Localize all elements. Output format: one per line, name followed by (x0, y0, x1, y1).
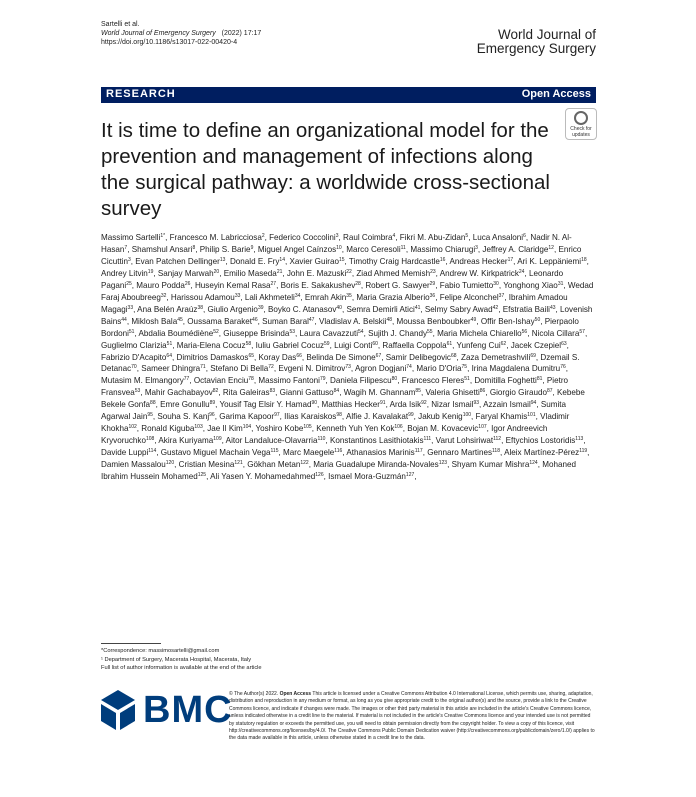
bmc-logo-text: BMC (143, 689, 233, 731)
author-name: Wedad Faraj Aboubreeg$^{32}$ (101, 280, 594, 302)
author-affiliation-ref: 89 (209, 400, 216, 407)
author-name: Davide Luppi$^{114}$ (101, 448, 157, 458)
author-name: Ilias Karaiskos$^{98}$ (284, 412, 342, 422)
author-name: Fabio Tumietto$^{30}$ (439, 280, 499, 290)
author-affiliation-ref: 61 (446, 340, 453, 347)
author-name: Iuliu Gabriel Cocuz$^{59}$ (255, 340, 330, 350)
running-header (101, 20, 261, 47)
author-affiliation-ref: 12 (548, 244, 554, 251)
author-name: Konstantinos Lasithiotakis$^{111}$ (329, 436, 432, 446)
author-name: Daniela Filipescu$^{80}$ (330, 376, 398, 386)
author-name: Fikri M. Abu-Zidan$^5$ (399, 233, 469, 242)
author-affiliation-ref: 49 (470, 316, 477, 323)
author-affiliation-ref: 121 (234, 460, 243, 467)
author-name: Lovenish Bains$^{44}$ (101, 304, 593, 326)
correspondence-note: *Correspondence: massimosartelli@gmail.com (101, 648, 220, 654)
author-name: Kenneth Yuh Yen Kok$^{106}$ (316, 424, 403, 434)
author-name: Enrico Cicuttin$^3$ (101, 244, 582, 266)
author-affiliation-ref: 27 (270, 280, 277, 287)
check-for-updates-badge[interactable] (565, 108, 597, 140)
author-affiliation-ref: 20 (213, 268, 220, 275)
author-affiliation-ref: 40 (336, 304, 342, 311)
check-updates-line2: updates (572, 132, 590, 138)
author-affiliation-ref: 71 (200, 364, 206, 371)
author-name: Andrey Litvin$^{19}$ (101, 268, 154, 278)
author-name: Valeria Ghisetti$^{86}$ (425, 388, 486, 398)
author-affiliation-ref: 37 (498, 292, 505, 299)
author-affiliation-ref: 60 (372, 340, 378, 347)
author-affiliation-ref: 18 (581, 256, 587, 263)
author-name: Irina Magdalena Dumitru$^{76}$ (471, 364, 566, 374)
journal-name-line1: World Journal of (497, 27, 596, 42)
license-statement (229, 691, 597, 743)
author-name: Samir Delibegovic$^{68}$ (385, 352, 457, 362)
author-name: Dzemail S. Detanac$^{70}$ (101, 352, 580, 374)
author-name: Massimo Fantoni$^{79}$ (258, 376, 326, 386)
author-name: Sumita Agarwal Jain$^{95}$ (101, 400, 567, 422)
header-authors: Sartelli et al. (101, 21, 140, 28)
author-affiliation-ref: 83 (269, 388, 276, 395)
author-affiliation-ref: 1* (160, 233, 166, 239)
author-affiliation-ref: 24 (518, 268, 525, 275)
author-affiliation-ref: 16 (439, 256, 446, 263)
author-name: Shamshul Ansari$^8$ (131, 244, 196, 254)
author-affiliation-ref: 54 (358, 328, 364, 335)
author-affiliation-ref: 106 (394, 424, 403, 431)
author-name: Fabrizio D'Acapito$^{64}$ (101, 352, 172, 362)
author-name: Felipe Alconchel$^{37}$ (439, 292, 505, 302)
author-affiliation-ref: 14 (279, 256, 285, 263)
author-affiliation-ref: 29 (429, 280, 436, 287)
author-affiliation-ref: 30 (493, 280, 499, 287)
author-name: Yoshiro Kobe$^{105}$ (255, 424, 312, 434)
author-affiliation-ref: 5 (465, 233, 469, 239)
author-name: Marco Ceresoli$^{11}$ (346, 244, 406, 254)
author-affiliation-ref: 46 (252, 316, 258, 323)
author-name: Vladislav A. Belskii$^{48}$ (318, 316, 393, 326)
author-affiliation-ref: 80 (391, 376, 398, 383)
author-name: Ziad Ahmed Memish$^{23}$ (356, 268, 436, 278)
author-name: Moussa Benboubker$^{49}$ (396, 316, 477, 326)
author-name: Marc Maegele$^{116}$ (283, 448, 343, 458)
author-affiliation-ref: 115 (270, 448, 279, 455)
author-affiliation-ref: 13 (219, 256, 226, 263)
author-name: Yunfeng Cui$^{62}$ (456, 340, 507, 350)
author-affiliation-ref: 65 (248, 352, 255, 359)
author-affiliation-ref: 126 (315, 472, 324, 479)
author-name: Donald E. Fry$^{14}$ (229, 256, 285, 266)
author-name: Sameer Dhingra$^{71}$ (141, 364, 206, 374)
author-name: Yousif Tag Elsir Y. Hamad$^{90}$ (219, 400, 318, 410)
author-name: Boris E. Sakakushev$^{28}$ (280, 280, 361, 290)
author-affiliation-ref: 127 (405, 472, 415, 479)
author-affiliation-ref: 3 (128, 256, 131, 263)
author-name: Emilio Maseda$^{21}$ (223, 268, 283, 278)
author-name: Timothy Craig Hardcastle$^{16}$ (348, 256, 446, 266)
author-name: Aitor Landaluce-Olavarria$^{110}$ (225, 436, 326, 446)
author-affiliation-ref: 94 (530, 400, 537, 407)
author-name: Raffaella Coppola$^{61}$ (382, 340, 453, 350)
author-name: Pierpaolo Bordoni$^{51}$ (101, 316, 579, 338)
author-affiliation-ref: 124 (529, 460, 538, 467)
author-affiliation-ref: 44 (121, 316, 127, 323)
author-affiliation-ref: 4 (392, 233, 396, 239)
author-affiliation-ref: 103 (194, 424, 203, 431)
author-name: Jae Il Kim$^{104}$ (207, 424, 252, 434)
author-affiliation-ref: 77 (183, 376, 190, 383)
author-name: Agron Dogjani$^{74}$ (354, 364, 412, 374)
author-affiliation-ref: 48 (386, 316, 393, 323)
author-affiliation-ref: 51 (464, 376, 470, 383)
author-affiliation-ref: 9 (250, 244, 254, 251)
author-affiliation-ref: 122 (300, 460, 309, 467)
author-affiliation-ref: 34 (294, 292, 301, 299)
author-affiliation-ref: 96 (209, 412, 215, 419)
author-name: Emrah Akin$^{35}$ (304, 292, 352, 302)
author-name: Nadir N. Al-Hasan$^7$ (101, 233, 572, 254)
author-name: Maria Michela Chiarello$^{56}$ (437, 328, 528, 338)
author-name: Mutasim M. Elmangory$^{77}$ (101, 376, 190, 386)
author-affiliation-ref: 36 (429, 292, 436, 299)
author-name: Akira Kuriyama$^{109}$ (158, 436, 222, 446)
author-name: John E. Mazuski$^{22}$ (286, 268, 352, 278)
author-name: Matthias Hecker$^{91}$ (321, 400, 386, 410)
author-name: Alfie J. Kavalakat$^{99}$ (345, 412, 414, 422)
author-name: Aleix Martínez-Pérez$^{119}$ (504, 448, 588, 458)
author-affiliation-ref: 19 (147, 268, 154, 275)
author-name: Vladimir Khokha$^{102}$ (101, 412, 570, 434)
journal-name (477, 28, 596, 56)
author-affiliation-ref: 63 (561, 340, 567, 347)
author-affiliation-ref: 57 (579, 328, 585, 335)
bmc-logo (101, 690, 233, 730)
author-name: Yonghong Xiao$^{31}$ (503, 280, 564, 290)
author-affiliation-ref: 100 (462, 412, 472, 419)
author-affiliation-ref: 39 (257, 304, 264, 311)
license-open-access: Open Access (279, 691, 312, 697)
author-affiliation-ref: 74 (406, 364, 412, 371)
footnote-rule (101, 643, 161, 644)
author-name: Miklosh Bala$^{45}$ (131, 316, 183, 326)
author-affiliation-ref: 91 (380, 400, 386, 407)
author-affiliation-ref: 38 (197, 304, 204, 311)
license-copyright: © The Author(s) 2022. (229, 691, 279, 697)
author-affiliation-ref: 3 (335, 233, 339, 239)
author-name: Miguel Angel Caínzos$^{10}$ (257, 244, 342, 254)
author-affiliation-ref: 110 (317, 436, 326, 443)
author-name: Gökhan Metan$^{122}$ (247, 460, 309, 470)
author-affiliation-ref: 3 (475, 244, 478, 251)
author-name: Boyko C. Atanasov$^{40}$ (268, 304, 342, 314)
author-affiliation-ref: 41 (414, 304, 421, 311)
author-list: Massimo Sartelli$^{1*}$, Francesco M. Labricciosa$^2$, Federico Coccolini$^3$, Raul Coimbra$^4$, Fikri M. Abu-Zidan$^5$, Luca Ansaloni$^6$, Nadir N. Al-Hasan$^7$, Shamshul Ansari$^8$, Philip S. Barie$^9$, Miguel Angel Caínzos$^{10}$, Marco Ceresoli$^{11}$, Massimo Chiarugi$^3$, Jeffrey A. Claridge$^{12}$, Enrico Cicuttin$^3$, Evan Patchen Dellinger$^{13}$, Donald E. Fry$^{14}$, Xavier Guirao$^{15}$, Timothy Craig Hardcastle$^{16}$, Andreas Hecker$^{17}$, Ari K. Leppäniemi$^{18}$, Andrey Litvin$^{19}$, Sanjay Marwah$^{20}$, Emilio Maseda$^{21}$, John E. Mazuski$^{22}$, Ziad Ahmed Memish$^{23}$, Andrew W. Kirkpatrick$^{24}$, Leonardo Pagani$^{25}$, Mauro Podda$^{26}$, Huseyin Kemal Rasa$^{27}$, Boris E. Sakakushev$^{28}$, Robert G. Sawyer$^{29}$, Fabio Tumietto$^{30}$, Yonghong Xiao$^{31}$, Wedad Faraj Aboubreeg$^{32}$, Harissou Adamou$^{33}$, Lali Akhmeteli$^{34}$, Emrah Akin$^{35}$, Maria Grazia Alberio$^{36}$, Felipe Alconchel$^{37}$, Ibrahim Amadou Magagi$^{33}$, Ana Belén Araúz$^{38}$, Giulio Argenio$^{39}$, Boyko C. Atanasov$^{40}$, Semra Demirli Atici$^{41}$, Selmy Sabry Awad$^{42}$, Efstratia Baili$^{43}$, Lovenish Bains$^{44}$, Miklosh Bala$^{45}$, Oussama Baraket$^{46}$, Suman Baral$^{47}$, Vladislav A. Belskii$^{48}$, Moussa Benboubker$^{49}$, Offir Ben-Ishay$^{50}$, Pierpaolo Bordoni$^{51}$, Abdalia Boumédiène$^{52}$, Giuseppe Brisinda$^{53}$, Laura Cavazzuti$^{54}$, Sujith J. Chandy$^{55}$, Maria Michela Chiarello$^{56}$, Nicola Cillara$^{57}$, Guglielmo Clarizia$^{51}$, Maria-Elena Cocuz$^{58}$, Iuliu Gabriel Cocuz$^{59}$, Luigi Conti$^{60}$, Raffaella Coppola$^{61}$, Yunfeng Cui$^{62}$, Jacek Czepiel$^{63}$, Fabrizio D'Acapito$^{64}$, Dimitrios Damaskos$^{65}$, Koray Das$^{66}$, Belinda De Simone$^{67}$, Samir Delibegovic$^{68}$, Zaza Demetrashvili$^{69}$, Dzemail S. Detanac$^{70}$, Sameer Dhingra$^{71}$, Stefano Di Bella$^{72}$, Evgeni N. Dimitrov$^{73}$, Agron Dogjani$^{74}$, Mario D'Oria$^{75}$, Irina Magdalena Dumitru$^{76}$, Mutasim M. Elmangory$^{77}$, Octavian Enciu$^{78}$, Massimo Fantoni$^{79}$, Daniela Filipescu$^{80}$, Francesco Fleres$^{51}$, Domitilla Foghetti$^{81}$, Pietro Fransvea$^{53}$, Mahir Gachabayov$^{82}$, Rita Galeiras$^{83}$, Gianni Gattuso$^{84}$, Wagih M. Ghannam$^{85}$, Valeria Ghisetti$^{86}$, Giorgio Giraudo$^{87}$, Kebebe Bekele Gonfa$^{88}$, Emre Gonullu$^{89}$, Yousif Tag Elsir Y. Hamad$^{90}$, Matthias Hecker$^{91}$, Arda Isik$^{92}$, Nizar Ismail$^{93}$, Azzain Ismail$^{94}$, Sumita Agarwal Jain$^{95}$, Souha S. Kanj$^{96}$, Garima Kapoor$^{97}$, Ilias Karaiskos$^{98}$, Alfie J. Kavalakat$^{99}$, Jakub Kenig$^{100}$, Faryal Khamis$^{101}$, Vladimir Khokha$^{102}$, Ronald Kiguba$^{103}$, Jae Il Kim$^{104}$, Yoshiro Kobe$^{105}$, Kenneth Yuh Yen Kok$^{106}$, Bojan M. Kovacevic$^{107}$, Igor Andreevich Kryvoruchko$^{108}$, Akira Kuriyama$^{109}$, Aitor Landaluce-Olavarria$^{110}$, Konstantinos Lasithiotakis$^{111}$, Varut Lohsiriwat$^{112}$, Eftychios Lostoridis$^{113}$, Davide Luppi$^{114}$, Gustavo Miguel Machain Vega$^{115}$, Marc Maegele$^{116}$, Athanasios Marinis$^{117}$, Gennaro Martines$^{118}$, Aleix Martínez-Pérez$^{119}$, Damien Massalou$^{120}$, Cristian Mesina$^{121}$, Gökhan Metan$^{122}$, Maria Guadalupe Miranda-Novales$^{123}$, Shyam Kumar Mishra$^{124}$, Mohaned Ibrahim Hussein Mohamed$^{125}$, Ali Yasen Y. Mohamedahmed$^{126}$, Ismael Mora-Guzmán$^{127}$, (101, 233, 594, 482)
author-affiliation-ref: 99 (408, 412, 414, 419)
author-name: Efstratia Baili$^{43}$ (502, 304, 556, 314)
author-name: Federico Coccolini$^3$ (269, 233, 339, 242)
author-affiliation-ref: 11 (400, 244, 406, 251)
author-affiliation-ref: 75 (461, 364, 468, 371)
footnotes (101, 647, 401, 673)
author-affiliation-ref: 108 (145, 436, 155, 443)
author-affiliation-ref: 2 (261, 233, 265, 239)
author-affiliation-ref: 92 (421, 400, 427, 407)
author-name: Bojan M. Kovacevic$^{107}$ (407, 424, 487, 434)
author-name: Mahir Gachabayov$^{82}$ (144, 388, 219, 398)
article-type-label: RESEARCH (106, 88, 176, 100)
author-name: Gennaro Martines$^{118}$ (427, 448, 500, 458)
author-name: Evan Patchen Dellinger$^{13}$ (135, 256, 226, 266)
author-name: Ibrahim Amadou Magagi$^{33}$ (101, 292, 568, 314)
author-affiliation-ref: 114 (148, 448, 157, 455)
author-name: Octavian Enciu$^{78}$ (193, 376, 254, 386)
author-affiliation-ref: 78 (248, 376, 254, 383)
author-affiliation-ref: 84 (333, 388, 340, 395)
author-affiliation-ref: 8 (192, 244, 196, 251)
author-affiliation-ref: 93 (473, 400, 480, 407)
author-name: Francesco Fleres$^{51}$ (401, 376, 470, 386)
author-affiliation-ref: 123 (438, 460, 448, 467)
author-name: Andrew W. Kirkpatrick$^{24}$ (439, 268, 525, 278)
bmc-logo-mark-icon (101, 690, 135, 730)
author-name: Ana Belén Araúz$^{38}$ (137, 304, 204, 314)
author-affiliation-ref: 76 (560, 364, 566, 371)
author-affiliation-ref: 118 (492, 448, 500, 455)
author-name: Athanasios Marinis$^{117}$ (346, 448, 423, 458)
author-name: Zaza Demetrashvili$^{69}$ (461, 352, 536, 362)
author-affiliation-ref: 82 (212, 388, 219, 395)
author-name: Emre Gonullu$^{89}$ (160, 400, 216, 410)
author-affiliation-ref: 88 (150, 400, 156, 407)
author-name: Kebebe Bekele Gonfa$^{88}$ (101, 388, 585, 410)
author-name: Luca Ansaloni$^6$ (472, 233, 526, 242)
author-name: Faryal Khamis$^{101}$ (475, 412, 536, 422)
author-affiliation-ref: 120 (165, 460, 175, 467)
author-name: Raul Coimbra$^4$ (342, 233, 396, 242)
refresh-icon (574, 111, 588, 125)
header-volume: (2022) 17:17 (221, 30, 262, 37)
author-name: Mohaned Ibrahim Hussein Mohamed$^{125}$ (101, 460, 576, 482)
author-name: Ari K. Leppäniemi$^{18}$ (517, 256, 587, 266)
author-affiliation-ref: 45 (177, 316, 183, 323)
author-affiliation-ref: 15 (338, 256, 345, 263)
author-name: Eftychios Lostoridis$^{113}$ (505, 436, 584, 446)
author-affiliation-ref: 59 (324, 340, 330, 347)
author-affiliation-ref: 53 (134, 388, 141, 395)
author-affiliation-ref: 56 (521, 328, 528, 335)
author-affiliation-ref: 6 (523, 233, 526, 239)
author-name: Damien Massalou$^{120}$ (101, 460, 175, 470)
author-affiliation-ref: 119 (579, 448, 588, 455)
author-name: Semra Demirli Atici$^{41}$ (346, 304, 421, 314)
author-name: Oussama Baraket$^{46}$ (187, 316, 258, 326)
author-affiliation-ref: 42 (492, 304, 499, 311)
author-affiliation-ref: 33 (127, 304, 134, 311)
author-name: Mario D'Oria$^{75}$ (416, 364, 468, 374)
author-name: Pietro Fransvea$^{53}$ (101, 376, 569, 398)
author-name: Koray Das$^{66}$ (258, 352, 302, 362)
author-affiliation-ref: 25 (126, 280, 132, 287)
author-name: Wagih M. Ghannam$^{85}$ (343, 388, 421, 398)
author-name: Robert G. Sawyer$^{29}$ (365, 280, 436, 290)
author-affiliation-ref: 85 (415, 388, 421, 395)
author-affiliation-ref: 113 (575, 436, 584, 443)
check-updates-line1: Check for (570, 126, 592, 132)
author-name: Guglielmo Clarizia$^{51}$ (101, 340, 173, 350)
author-affiliation-ref: 81 (536, 376, 543, 383)
author-affiliation-ref: 62 (500, 340, 507, 347)
author-affiliation-ref: 86 (479, 388, 486, 395)
author-affiliation-ref: 64 (166, 352, 172, 359)
journal-name-line2: Emergency Surgery (476, 41, 596, 56)
author-name: Souha S. Kanj$^{96}$ (157, 412, 215, 422)
author-name: Ali Yasen Y. Mohamedahmed$^{126}$ (210, 472, 324, 482)
header-journal: World Journal of Emergency Surgery (101, 30, 216, 37)
author-name: Sanjay Marwah$^{20}$ (157, 268, 220, 278)
author-name: Sujith J. Chandy$^{55}$ (368, 328, 433, 338)
author-name: Evgeni N. Dimitrov$^{73}$ (278, 364, 351, 374)
author-name: Huseyin Kemal Rasa$^{27}$ (194, 280, 277, 290)
author-name: Andreas Hecker$^{17}$ (449, 256, 514, 266)
author-name: Gustavo Miguel Machain Vega$^{115}$ (160, 448, 279, 458)
author-affiliation-ref: 52 (213, 328, 219, 335)
author-affiliation-ref: 55 (427, 328, 433, 335)
author-affiliation-ref: 107 (478, 424, 487, 431)
author-name: Suman Baral$^{47}$ (262, 316, 315, 326)
author-name: Jakub Kenig$^{100}$ (418, 412, 472, 422)
author-affiliation-ref: 22 (346, 268, 352, 275)
author-name: Xavier Guirao$^{15}$ (289, 256, 345, 266)
author-affiliation-ref: 79 (319, 376, 326, 383)
author-affiliation-ref: 69 (530, 352, 536, 359)
author-affiliation-ref: 70 (131, 364, 137, 371)
author-affiliation-ref: 47 (308, 316, 315, 323)
author-affiliation-ref: 26 (184, 280, 191, 287)
author-name: Selmy Sabry Awad$^{42}$ (424, 304, 499, 314)
header-doi[interactable]: https://doi.org/10.1186/s13017-022-00420-4 (101, 39, 238, 46)
author-affiliation-ref: 90 (311, 400, 318, 407)
author-name: Leonardo Pagani$^{25}$ (101, 268, 564, 290)
author-name: Ismael Mora-Guzmán$^{127}$ (328, 472, 415, 482)
author-affiliation-ref: 21 (276, 268, 283, 275)
author-affiliation-ref: 32 (160, 292, 167, 299)
article-title: It is time to define an organizational model for the prevention and management of infections along the surgical pathway: a worldwide cross-sectional survey (101, 119, 550, 220)
author-name: Shyam Kumar Mishra$^{124}$ (451, 460, 538, 470)
author-name: Azzain Ismail$^{94}$ (483, 400, 537, 410)
author-name: Jeffrey A. Claridge$^{12}$ (482, 244, 554, 254)
article-type-banner (101, 87, 596, 103)
author-affiliation-ref: 43 (549, 304, 556, 311)
author-name: Giulio Argenio$^{39}$ (207, 304, 264, 314)
author-affiliation-ref: 97 (274, 412, 280, 419)
author-name: Ronald Kiguba$^{103}$ (141, 424, 203, 434)
author-affiliation-ref: 28 (355, 280, 361, 287)
author-name: Luigi Conti$^{60}$ (334, 340, 378, 350)
author-affiliation-ref: 50 (534, 316, 541, 323)
author-affiliation-ref: 66 (296, 352, 302, 359)
author-affiliation-ref: 17 (507, 256, 514, 263)
author-name: Abdalia Boumédiène$^{52}$ (138, 328, 219, 338)
author-affiliation-ref: 33 (234, 292, 241, 299)
author-affiliation-ref: 67 (375, 352, 382, 359)
author-affiliation-ref: 7 (124, 244, 128, 251)
author-name: Stefano Di Bella$^{72}$ (210, 364, 274, 374)
author-affiliation-ref: 104 (242, 424, 252, 431)
author-name: Dimitrios Damaskos$^{65}$ (176, 352, 255, 362)
author-affiliation-ref: 51 (166, 340, 173, 347)
author-name: Garima Kapoor$^{97}$ (219, 412, 280, 422)
author-name: Giorgio Giraudo$^{87}$ (489, 388, 553, 398)
author-name: Francesco M. Labricciosa$^2$ (169, 233, 265, 242)
open-access-label: Open Access (521, 88, 591, 100)
author-affiliation-ref: 72 (268, 364, 274, 371)
author-name: Rita Galeiras$^{83}$ (222, 388, 276, 398)
author-affiliation-ref: 102 (128, 424, 137, 431)
author-name: Laura Cavazzuti$^{54}$ (299, 328, 364, 338)
author-name: Massimo Chiarugi$^3$ (410, 244, 478, 254)
affiliation-note: ¹ Department of Surgery, Macerata Hospital, Macerata, Italy (101, 656, 252, 663)
author-affiliation-ref: 87 (546, 388, 553, 395)
author-name: Massimo Sartelli$^{1*}$ (101, 233, 166, 242)
author-affiliation-ref: 111 (423, 436, 432, 443)
author-affiliation-ref: 98 (336, 412, 342, 419)
author-affiliation-ref: 31 (557, 280, 564, 287)
author-affiliation-ref: 23 (430, 268, 436, 275)
author-name: Maria Guadalupe Miranda-Novales$^{123}$ (313, 460, 448, 470)
author-name: Philip S. Barie$^9$ (199, 244, 254, 254)
author-name: Nicola Cillara$^{57}$ (531, 328, 585, 338)
author-affiliation-ref: 58 (245, 340, 252, 347)
author-name: Mauro Podda$^{26}$ (136, 280, 191, 290)
author-name: Jacek Czepiel$^{63}$ (510, 340, 567, 350)
author-name: Igor Andreevich Kryvoruchko$^{108}$ (101, 424, 548, 446)
author-affiliation-ref: 101 (527, 412, 536, 419)
author-affiliation-ref: 117 (414, 448, 423, 455)
full-list-note: Full list of author information is available at the end of the article (101, 665, 262, 671)
author-affiliation-ref: 10 (336, 244, 342, 251)
author-name: Harissou Adamou$^{33}$ (170, 292, 241, 302)
author-affiliation-ref: 53 (289, 328, 295, 335)
author-name: Cristian Mesina$^{121}$ (178, 460, 243, 470)
author-affiliation-ref: 68 (450, 352, 457, 359)
author-affiliation-ref: 105 (303, 424, 312, 431)
author-affiliation-ref: 112 (493, 436, 502, 443)
author-name: Maria-Elena Cocuz$^{58}$ (176, 340, 252, 350)
author-affiliation-ref: 51 (128, 328, 135, 335)
author-affiliation-ref: 125 (197, 472, 207, 479)
author-affiliation-ref: 95 (147, 412, 153, 419)
author-affiliation-ref: 35 (346, 292, 352, 299)
author-name: Arda Isik$^{92}$ (389, 400, 427, 410)
author-name: Maria Grazia Alberio$^{36}$ (356, 292, 436, 302)
author-name: Belinda De Simone$^{67}$ (306, 352, 382, 362)
author-affiliation-ref: 73 (345, 364, 351, 371)
author-affiliation-ref: 109 (213, 436, 222, 443)
author-affiliation-ref: 116 (334, 448, 343, 455)
author-name: Gianni Gattuso$^{84}$ (279, 388, 340, 398)
author-name: Giuseppe Brisinda$^{53}$ (223, 328, 295, 338)
author-name: Lali Akhmeteli$^{34}$ (244, 292, 301, 302)
author-name: Offir Ben-Ishay$^{50}$ (480, 316, 541, 326)
author-name: Varut Lohsiriwat$^{112}$ (435, 436, 502, 446)
author-name: Nizar Ismail$^{93}$ (431, 400, 480, 410)
author-name: Domitilla Foghetti$^{81}$ (474, 376, 543, 386)
license-text: This article is licensed under a Creative Commons Attribution 4.0 International License, which permits use, sharing, adaptation, distribution and reproduction in any medium or format, as long as you give appropriate credit to the original author(s) and the source, provide a link to the Creative Commons licence, and indicate if changes were made. The images or other third party material in this article are included in the article's Creative Commons licence, unless indicated otherwise in a credit line to the material. If material is not included in the article's Creative Commons licence and your intended use is not permitted by statutory regulation or exceeds the permitted use, you will need to obtain permission directly from the copyright holder. To view a copy of this licence, visit http://creativecommons.org/licenses/by/4.0/. The Creative Commons Public Domain Dedication waiver (http://creativecommons.org/publicdomain/zero/1.0/) applies to the data made available in this article, unless otherwise stated in a credit line to the data. (229, 691, 595, 742)
